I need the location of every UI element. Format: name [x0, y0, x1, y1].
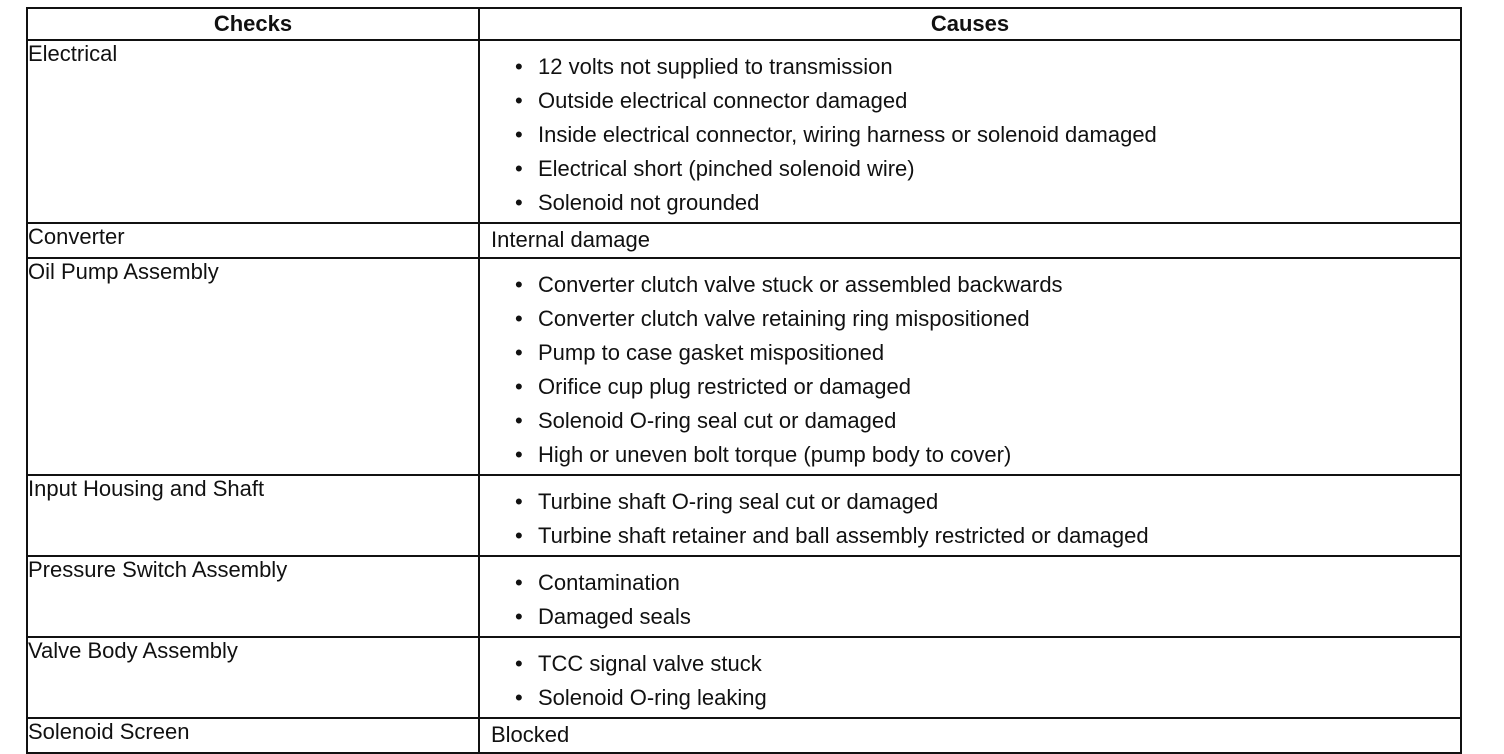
cause-cell	[479, 475, 1461, 556]
cause-item: • Outside electrical connector damaged	[515, 84, 1460, 118]
check-name: Valve Body Assembly	[27, 637, 479, 718]
checks-column-header: Checks	[27, 8, 479, 40]
check-name: Input Housing and Shaft	[27, 475, 479, 556]
cause-text: Internal damage	[479, 223, 1461, 258]
cause-list	[480, 50, 1460, 220]
cause-cell	[479, 40, 1461, 223]
cause-item: • Solenoid O-ring seal cut or damaged	[515, 404, 1460, 438]
cause-list	[480, 485, 1460, 553]
cause-item: • Pump to case gasket mispositioned	[515, 336, 1460, 370]
cause-item: • Electrical short (pinched solenoid wire)	[515, 152, 1460, 186]
cause-item: • Turbine shaft O-ring seal cut or damaged	[515, 485, 1460, 519]
check-name: Oil Pump Assembly	[27, 258, 479, 475]
cause-cell	[479, 258, 1461, 475]
cause-item: • Contamination	[515, 566, 1460, 600]
cause-list	[480, 647, 1460, 715]
cause-item: • Turbine shaft retainer and ball assembly restricted or damaged	[515, 519, 1460, 553]
cause-item: • Damaged seals	[515, 600, 1460, 634]
cause-list	[480, 566, 1460, 634]
table-row-input-housing-and-shaft	[27, 475, 1461, 556]
document-page	[26, 7, 1460, 754]
check-name: Solenoid Screen	[27, 718, 479, 753]
checks-causes-table	[26, 7, 1462, 754]
cause-item: • High or uneven bolt torque (pump body to cover)	[515, 438, 1460, 472]
check-name: Pressure Switch Assembly	[27, 556, 479, 637]
cause-item: • TCC signal valve stuck	[515, 647, 1460, 681]
check-name: Converter	[27, 223, 479, 258]
cause-cell	[479, 556, 1461, 637]
cause-item: • Inside electrical connector, wiring harness or solenoid damaged	[515, 118, 1460, 152]
check-name: Electrical	[27, 40, 479, 223]
cause-item: • Orifice cup plug restricted or damaged	[515, 370, 1460, 404]
cause-item: • Converter clutch valve stuck or assembled backwards	[515, 268, 1460, 302]
cause-text: Blocked	[479, 718, 1461, 753]
table-row-valve-body-assembly	[27, 637, 1461, 718]
cause-list	[480, 268, 1460, 472]
table-header-row	[27, 8, 1461, 40]
table-row-pressure-switch-assembly	[27, 556, 1461, 637]
cause-item: • Solenoid O-ring leaking	[515, 681, 1460, 715]
cause-cell	[479, 637, 1461, 718]
causes-column-header: Causes	[479, 8, 1461, 40]
cause-item: • Converter clutch valve retaining ring mispositioned	[515, 302, 1460, 336]
table-row-converter	[27, 223, 1461, 258]
table-row-electrical	[27, 40, 1461, 223]
cause-item: • 12 volts not supplied to transmission	[515, 50, 1460, 84]
cause-item: • Solenoid not grounded	[515, 186, 1460, 220]
table-row-oil-pump-assembly	[27, 258, 1461, 475]
table-row-solenoid-screen	[27, 718, 1461, 753]
